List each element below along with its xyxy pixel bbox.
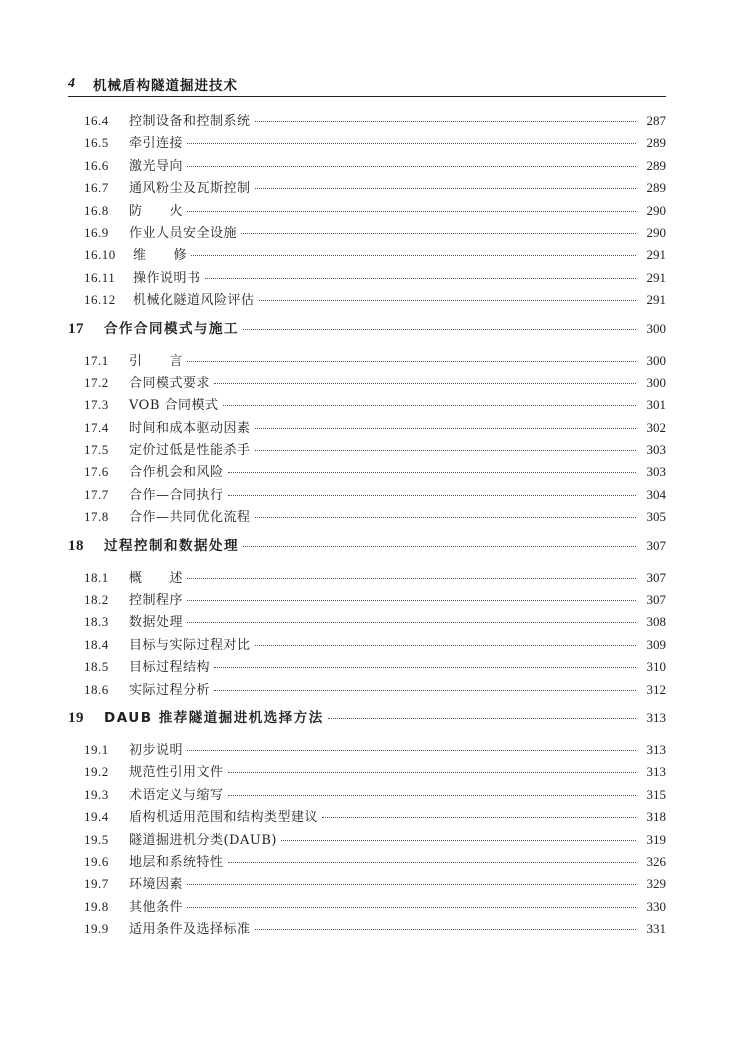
toc-entry-page: 308: [646, 614, 666, 630]
toc-entry-page: 304: [646, 486, 666, 502]
toc-section-entry[interactable]: [68, 806, 666, 828]
toc-entry-number: 19.9: [84, 921, 109, 937]
toc-section-entry[interactable]: [68, 611, 666, 633]
toc-entry-title: 合作机会和风险: [129, 465, 224, 481]
toc-section-entry[interactable]: [68, 679, 666, 701]
dot-leader: [243, 546, 636, 547]
toc-entry-title: 其他条件: [129, 899, 184, 915]
toc-entry-title: 盾构机适用范围和结构类型建议: [129, 810, 319, 826]
toc-entry-number: 18.4: [84, 636, 109, 652]
toc-section-entry[interactable]: [68, 439, 666, 461]
toc-entry-title: 初步说明: [129, 742, 184, 758]
toc-entry-page: 307: [646, 592, 666, 608]
toc-section-entry[interactable]: [68, 829, 666, 851]
toc-section-entry[interactable]: [68, 267, 666, 289]
toc-section-entry[interactable]: [68, 873, 666, 895]
toc-section-entry[interactable]: [68, 506, 666, 528]
dot-leader: [187, 884, 636, 885]
toc-entry-title: 时间和成本驱动因素: [129, 420, 251, 436]
toc-entry-number: 17.7: [84, 486, 109, 502]
toc-entry-number: 19.7: [84, 876, 109, 892]
toc-entry-page: 307: [646, 569, 666, 585]
toc-entry-title: 激光导向: [129, 158, 184, 174]
dot-leader: [228, 472, 636, 473]
toc-section-entry[interactable]: [68, 155, 666, 177]
toc-entry-page: 291: [646, 269, 666, 285]
toc-section-entry[interactable]: [68, 177, 666, 199]
toc-entry-title: 适用条件及选择标准: [129, 922, 251, 938]
toc-entry-number: 17.5: [84, 442, 109, 458]
toc-entry-page: 290: [646, 224, 666, 240]
toc-entry-number: 18.1: [84, 569, 109, 585]
dot-leader: [187, 750, 636, 751]
toc-entry-number: 17.4: [84, 419, 109, 435]
toc-entry-title: 牵引连接: [129, 136, 184, 152]
toc-entry-page: 290: [646, 202, 666, 218]
toc-entry-title: 引 言: [129, 353, 184, 369]
toc-entry-title: 术语定义与缩写: [129, 787, 224, 803]
toc-section-entry[interactable]: [68, 289, 666, 311]
toc-entry-number: 16.12: [84, 292, 116, 308]
toc-entry-page: 302: [646, 419, 666, 435]
toc-entry-number: 18.3: [84, 614, 109, 630]
toc-entry-number: 19.1: [84, 741, 109, 757]
dot-leader: [255, 188, 636, 189]
toc-entry-page: 329: [646, 876, 666, 892]
toc-entry-number: 16.5: [84, 135, 109, 151]
dot-leader: [243, 329, 636, 330]
toc-section-entry[interactable]: [68, 110, 666, 132]
toc-entry-number: 19.6: [84, 853, 109, 869]
dot-leader: [255, 450, 636, 451]
dot-leader: [214, 383, 636, 384]
toc-section-entry[interactable]: [68, 484, 666, 506]
toc-entry-number: 18.2: [84, 592, 109, 608]
toc-section-entry[interactable]: [68, 394, 666, 416]
toc-chapter-entry[interactable]: [68, 706, 666, 732]
table-of-contents: [68, 110, 666, 941]
toc-entry-number: 19: [68, 709, 84, 726]
toc-entry-page: 300: [646, 320, 666, 336]
toc-entry-page: 315: [646, 786, 666, 802]
toc-entry-number: 17.3: [84, 397, 109, 413]
toc-entry-title: 合作合同模式与施工: [104, 320, 239, 337]
toc-entry-page: 291: [646, 292, 666, 308]
dot-leader: [259, 300, 636, 301]
toc-entry-page: 307: [646, 537, 666, 553]
toc-entry-number: 19.5: [84, 831, 109, 847]
running-header: [68, 72, 666, 97]
toc-entry-page: 309: [646, 636, 666, 652]
toc-entry-number: 17.1: [84, 352, 109, 368]
toc-entry-page: 319: [646, 831, 666, 847]
toc-entry-number: 16.7: [84, 180, 109, 196]
toc-entry-number: 17.8: [84, 509, 109, 525]
toc-entry-title: 合同模式要求: [129, 375, 211, 391]
dot-leader: [255, 517, 636, 518]
toc-entry-title: 目标与实际过程对比: [129, 637, 251, 653]
toc-entry-title: 机械化隧道风险评估: [133, 293, 255, 309]
toc-section-entry[interactable]: [68, 634, 666, 656]
dot-leader: [187, 166, 636, 167]
toc-entry-page: 289: [646, 157, 666, 173]
page-number: 4: [68, 76, 75, 91]
toc-entry-page: 287: [646, 113, 666, 128]
toc-entry-number: 19.2: [84, 764, 109, 780]
toc-entry-number: 18.5: [84, 659, 109, 675]
dot-leader: [187, 578, 636, 579]
toc-entry-title: 规范性引用文件: [129, 765, 224, 781]
toc-section-entry[interactable]: [68, 567, 666, 589]
dot-leader: [241, 233, 636, 234]
dot-leader: [228, 495, 636, 496]
toc-entry-title: 隧道掘进机分类(DAUB): [129, 832, 277, 848]
toc-entry-page: 326: [646, 853, 666, 869]
dot-leader: [322, 817, 636, 818]
toc-entry-number: 16.4: [84, 113, 109, 128]
toc-entry-title: 过程控制和数据处理: [104, 537, 239, 554]
toc-entry-number: 17.2: [84, 374, 109, 390]
toc-entry-number: 17.6: [84, 464, 109, 480]
dot-leader: [187, 622, 636, 623]
toc-entry-title: 合作—合同执行: [129, 487, 224, 503]
dot-leader: [187, 600, 636, 601]
toc-chapter-entry[interactable]: [68, 534, 666, 560]
toc-section-entry[interactable]: [68, 656, 666, 678]
toc-entry-title: 数据处理: [129, 615, 184, 631]
toc-entry-title: 实际过程分析: [129, 682, 211, 698]
toc-section-entry[interactable]: [68, 244, 666, 266]
dot-leader: [228, 772, 636, 773]
toc-entry-page: 331: [646, 921, 666, 937]
dot-leader: [214, 667, 636, 668]
toc-entry-page: 313: [646, 764, 666, 780]
toc-entry-title: 环境因素: [129, 877, 184, 893]
toc-section-entry[interactable]: [68, 222, 666, 244]
toc-entry-number: 19.3: [84, 786, 109, 802]
toc-entry-title: 维 修: [133, 248, 188, 264]
dot-leader: [187, 211, 636, 212]
toc-entry-page: 300: [646, 374, 666, 390]
toc-entry-number: 18.6: [84, 681, 109, 697]
toc-entry-title: 目标过程结构: [129, 660, 211, 676]
book-title: 机械盾构隧道掘进技术: [93, 78, 238, 94]
toc-entry-page: 303: [646, 442, 666, 458]
dot-leader: [187, 361, 636, 362]
toc-section-entry[interactable]: [68, 784, 666, 806]
toc-entry-title: 防 火: [129, 203, 184, 219]
dot-leader: [214, 690, 636, 691]
toc-entry-number: 16.11: [84, 269, 116, 285]
toc-section-entry[interactable]: [68, 461, 666, 483]
toc-entry-title: 作业人员安全设施: [129, 225, 238, 241]
toc-section-entry[interactable]: [68, 589, 666, 611]
toc-entry-page: 310: [646, 659, 666, 675]
toc-section-entry[interactable]: [68, 350, 666, 372]
toc-section-entry[interactable]: [68, 851, 666, 873]
dot-leader: [223, 405, 636, 406]
toc-section-entry[interactable]: [68, 417, 666, 439]
dot-leader: [187, 143, 636, 144]
toc-entry-page: 291: [646, 247, 666, 263]
toc-entry-number: 16.10: [84, 247, 116, 263]
toc-entry-title: VOB 合同模式: [129, 398, 219, 414]
toc-chapter-entry[interactable]: [68, 317, 666, 343]
toc-entry-title: 合作—共同优化流程: [129, 510, 251, 526]
dot-leader: [187, 907, 636, 908]
toc-entry-page: 318: [646, 809, 666, 825]
toc-entry-title: DAUB 推荐隧道掘进机选择方法: [104, 709, 324, 726]
toc-entry-page: 301: [646, 397, 666, 413]
toc-entry-page: 289: [646, 135, 666, 151]
toc-entry-number: 18: [68, 537, 84, 554]
toc-section-entry[interactable]: [68, 896, 666, 918]
toc-section-entry[interactable]: [68, 132, 666, 154]
toc-section-entry[interactable]: [68, 761, 666, 783]
toc-entry-page: 313: [646, 709, 666, 725]
dot-leader: [328, 718, 636, 719]
toc-entry-title: 操作说明书: [133, 270, 201, 286]
dot-leader: [255, 121, 636, 122]
toc-entry-page: 312: [646, 681, 666, 697]
toc-entry-title: 概 述: [129, 570, 184, 586]
toc-entry-page: 313: [646, 741, 666, 757]
toc-entry-number: 17: [68, 320, 84, 337]
toc-entry-title: 控制程序: [129, 593, 184, 609]
toc-entry-title: 地层和系统特性: [129, 854, 224, 870]
toc-entry-title: 通风粉尘及瓦斯控制: [129, 181, 251, 197]
dot-leader: [255, 428, 636, 429]
dot-leader: [205, 278, 636, 279]
toc-section-entry[interactable]: [68, 200, 666, 222]
toc-entry-title: 控制设备和控制系统: [129, 114, 251, 129]
toc-entry-number: 16.9: [84, 224, 109, 240]
toc-section-entry[interactable]: [68, 918, 666, 940]
toc-entry-number: 19.4: [84, 809, 109, 825]
toc-entry-page: 330: [646, 898, 666, 914]
toc-entry-title: 定价过低是性能杀手: [129, 443, 251, 459]
dot-leader: [228, 795, 636, 796]
dot-leader: [281, 840, 636, 841]
toc-entry-number: 16.8: [84, 202, 109, 218]
toc-entry-page: 305: [646, 509, 666, 525]
toc-entry-page: 303: [646, 464, 666, 480]
toc-entry-number: 19.8: [84, 898, 109, 914]
toc-entry-page: 300: [646, 352, 666, 368]
dot-leader: [191, 255, 636, 256]
dot-leader: [255, 929, 636, 930]
toc-section-entry[interactable]: [68, 739, 666, 761]
toc-entry-page: 289: [646, 180, 666, 196]
dot-leader: [228, 862, 636, 863]
toc-section-entry[interactable]: [68, 372, 666, 394]
toc-entry-number: 16.6: [84, 157, 109, 173]
dot-leader: [255, 645, 636, 646]
